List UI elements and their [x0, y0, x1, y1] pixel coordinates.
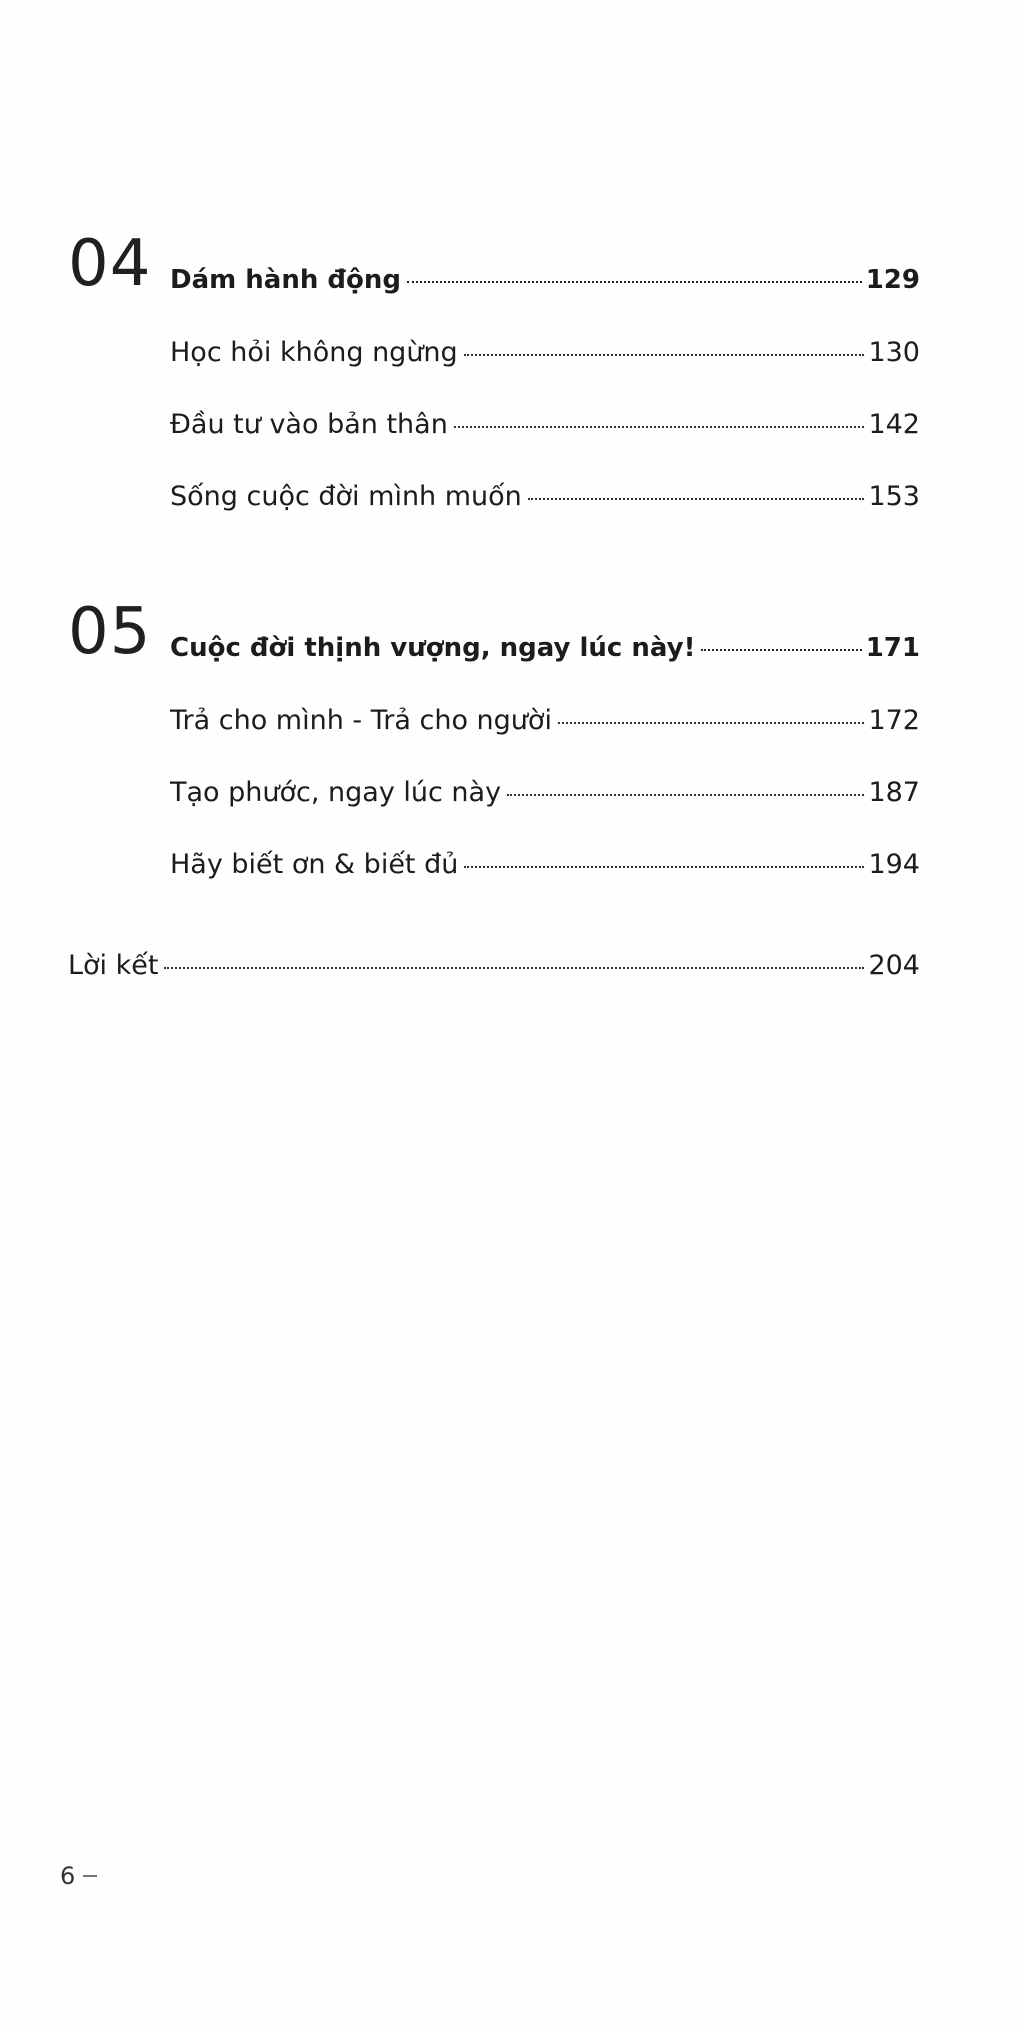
section-page-number: 142 [868, 409, 920, 440]
page-folio [60, 1862, 97, 1890]
section-page-number: 194 [868, 849, 920, 880]
section-title: Đầu tư vào bản thân [170, 409, 448, 440]
section-title: Sống cuộc đời mình muốn [170, 481, 522, 512]
dot-leader [164, 967, 864, 969]
chapter-number: 04 [68, 227, 152, 301]
section-title: Tạo phước, ngay lúc này [170, 777, 502, 808]
section-page-number: 130 [868, 337, 920, 368]
dot-leader [507, 794, 864, 796]
toc-section-row [170, 338, 920, 368]
chapter-number: 05 [68, 595, 152, 669]
section-page-number: 187 [868, 777, 920, 808]
folio-page-number: 6 [60, 1862, 76, 1890]
chapter-title: Dám hành động [170, 265, 401, 295]
toc-chapter-title-row [170, 266, 920, 295]
folio-dash [83, 1875, 97, 1877]
section-title: Hãy biết ơn & biết đủ [170, 849, 459, 880]
chapter-page-number: 171 [865, 633, 920, 663]
toc-section-row [170, 482, 920, 512]
toc-section-row [170, 410, 920, 440]
section-page-number: 172 [868, 705, 920, 736]
dot-leader [464, 354, 865, 356]
dot-leader [407, 281, 862, 283]
toc-section-row [170, 850, 920, 880]
dot-leader [528, 498, 865, 500]
toc-section-row [170, 706, 920, 736]
dot-leader [454, 426, 865, 428]
section-title: Học hỏi không ngừng [170, 337, 458, 368]
chapter-page-number: 129 [865, 265, 920, 295]
toc-chapter-title-row [170, 634, 920, 663]
dot-leader [464, 866, 864, 868]
epilogue-page-number: 204 [868, 950, 920, 981]
section-title: Trả cho mình - Trả cho người [170, 705, 552, 736]
dot-leader [701, 649, 861, 651]
dot-leader [558, 722, 865, 724]
toc-epilogue-row [68, 950, 920, 981]
chapter-title: Cuộc đời thịnh vượng, ngay lúc này! [170, 633, 696, 663]
epilogue-title: Lời kết [68, 950, 159, 981]
section-page-number: 153 [868, 481, 920, 512]
toc-section-row [170, 778, 920, 808]
